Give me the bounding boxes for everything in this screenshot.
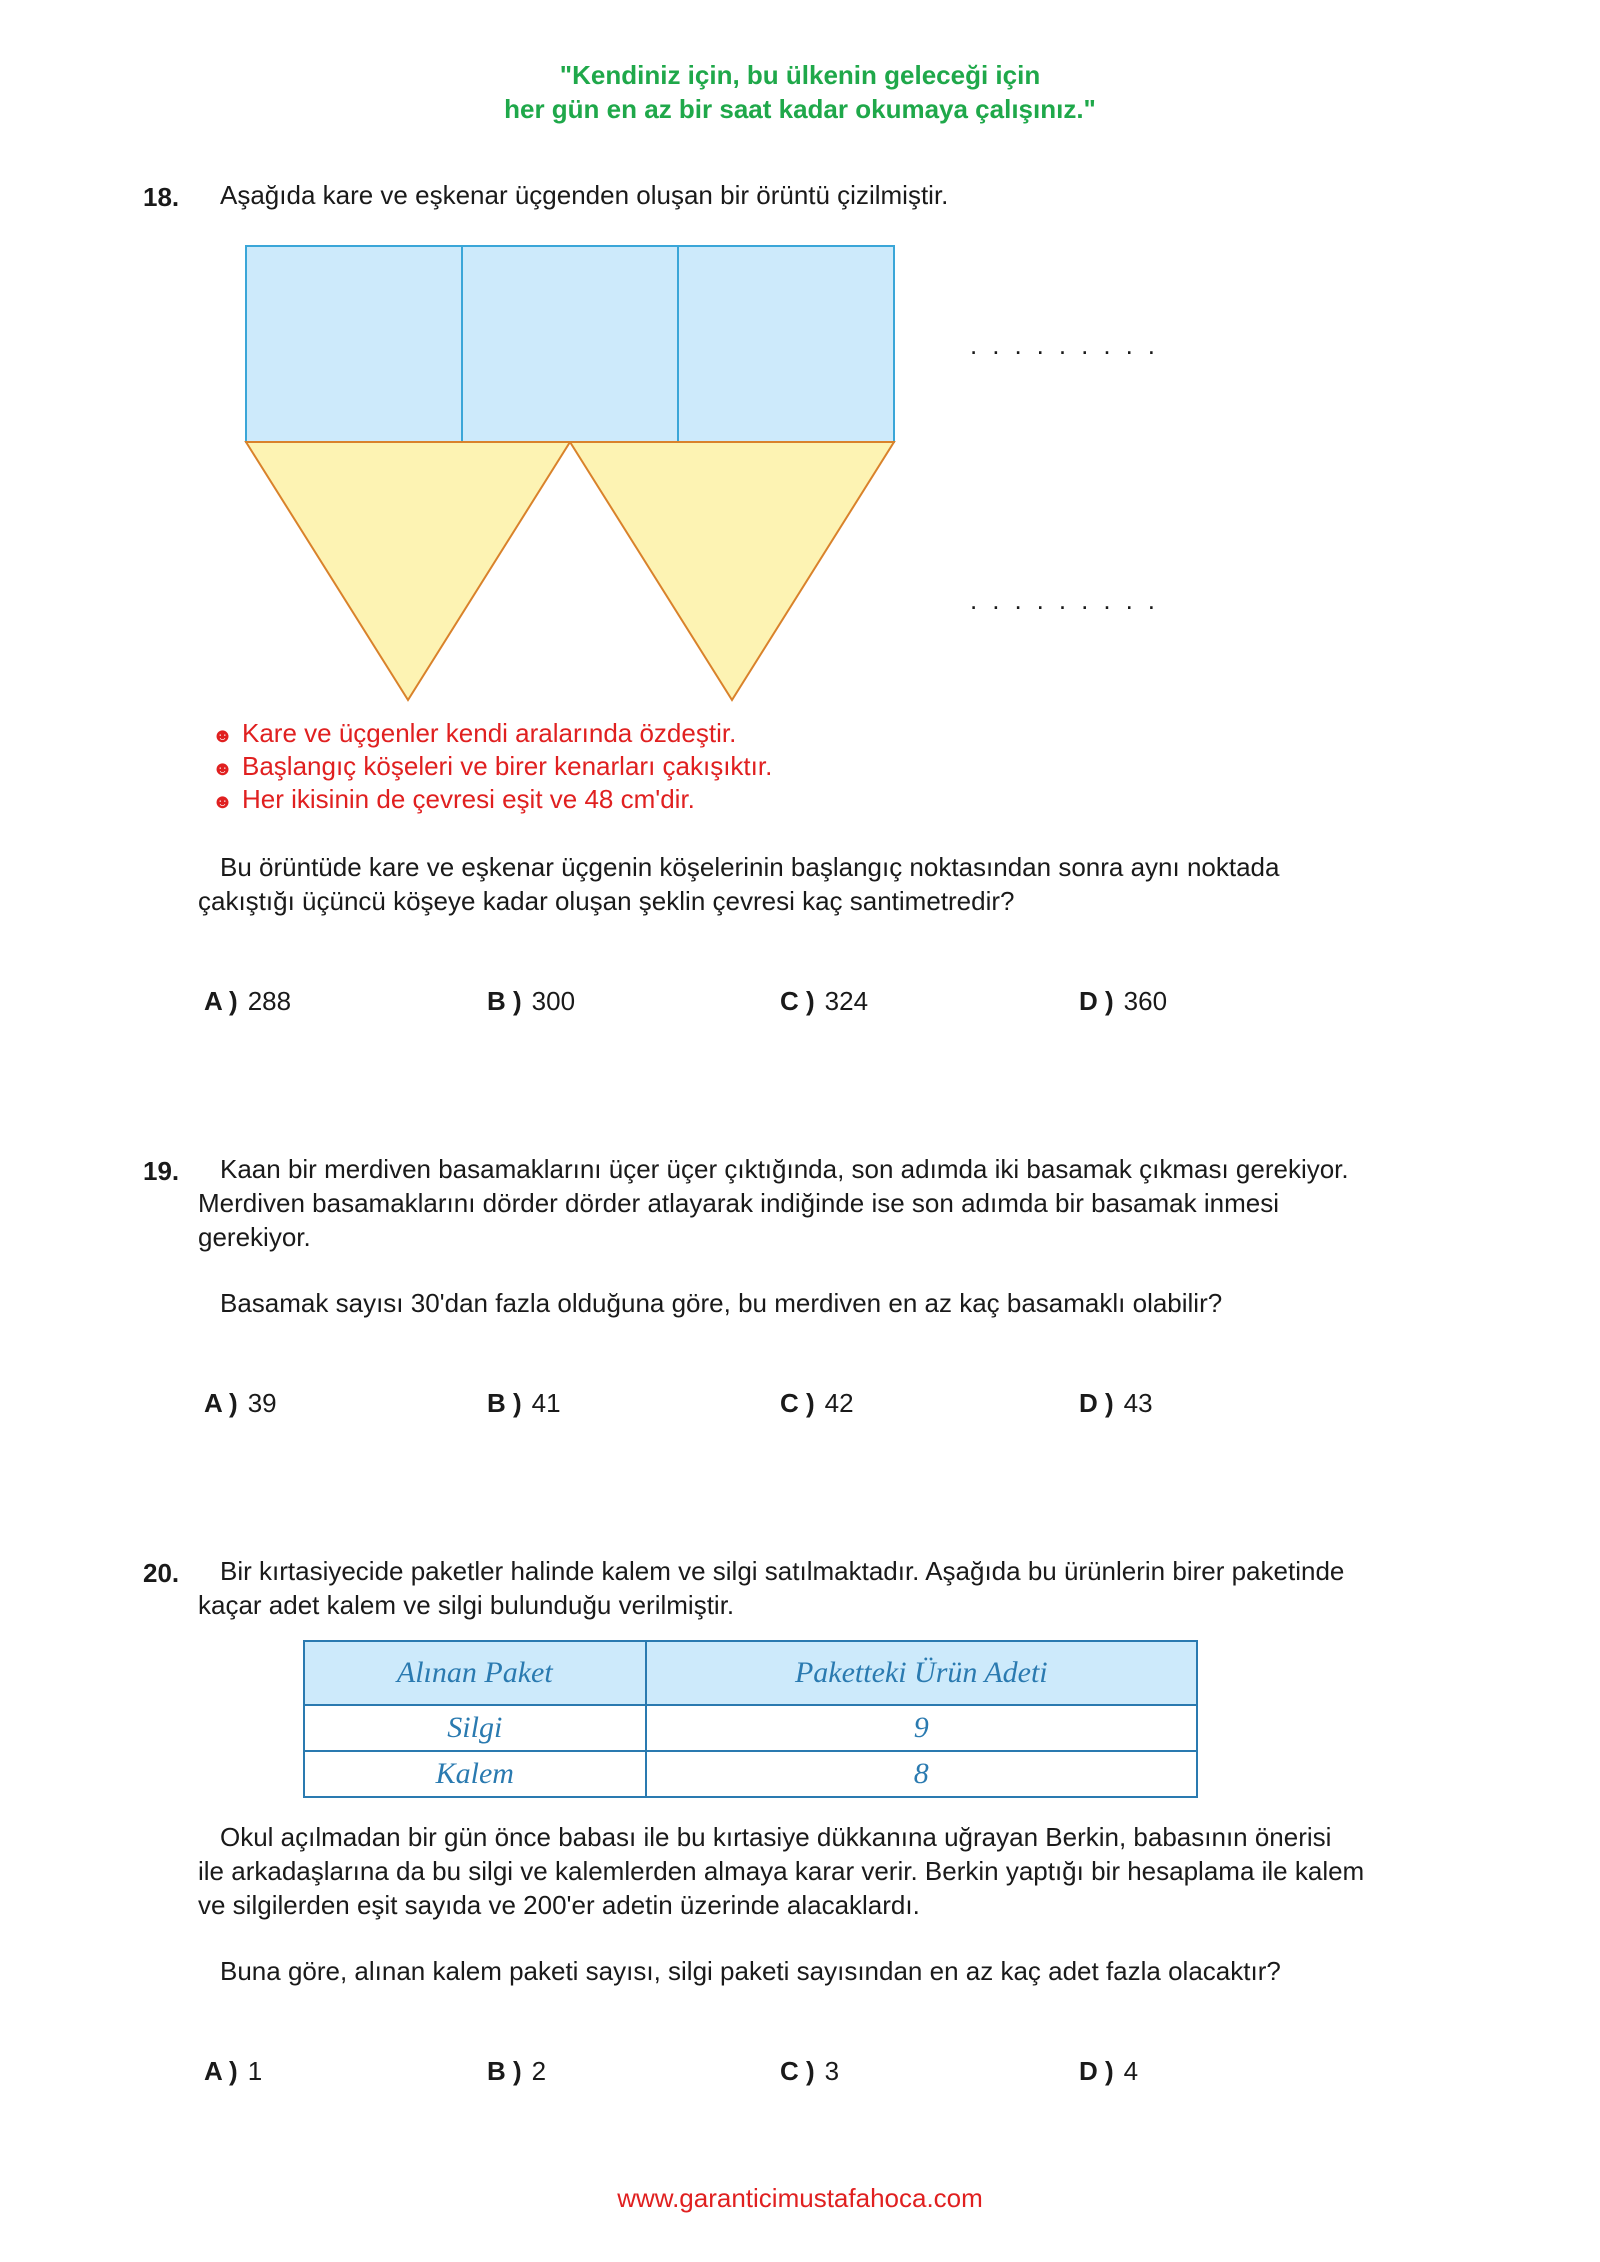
smiley-icon: ☻ [212,791,234,813]
choice-letter: D ) [1079,1388,1114,1418]
bullet-1-text: Kare ve üçgenler kendi aralarında özdeştir. [242,718,737,748]
question-19-question: Basamak sayısı 30'dan fazla olduğuna göre, bu merdiven en az kaç basamaklı olabilir? [220,1288,1223,1318]
choice-value: 300 [531,986,576,1016]
square-3 [678,246,894,442]
choice-value: 41 [531,1388,561,1418]
q18-choice-c[interactable] [780,984,868,1018]
question-18-number: 18. [143,182,180,212]
table-header-cell: Paketteki Ürün Adeti [646,1641,1197,1705]
choice-letter: D ) [1079,986,1114,1016]
q20-choice-c[interactable] [780,2054,839,2088]
question-19-line3: gerekiyor. [198,1222,311,1252]
question-19-line2: Merdiven basamaklarını dörder dörder atlayarak indiğinde ise son adımda bir basamak inmesi [198,1188,1279,1218]
q20-choice-a[interactable] [204,2054,262,2088]
choice-value: 324 [824,986,869,1016]
question-18-intro: Aşağıda kare ve eşkenar üçgenden oluşan bir örüntü çizilmiştir. [220,180,949,210]
bullet-1 [212,716,736,753]
choice-letter: A ) [204,1388,238,1418]
question-18-text-line1: Bu örüntüde kare ve eşkenar üçgenin köşelerinin başlangıç noktasından sonra aynı noktada [220,852,1280,882]
smiley-icon: ☻ [212,758,234,780]
choice-letter: A ) [204,986,238,1016]
header-quote-line2: her gün en az bir saat kadar okumaya çalışınız." [504,94,1096,124]
q18-choice-d[interactable] [1079,984,1167,1018]
choice-value: 2 [531,2056,547,2086]
q20-choice-d[interactable] [1079,2054,1138,2088]
continuation-dots-top: ......... [970,330,1171,360]
table-row [304,1751,1197,1797]
choice-value: 360 [1123,986,1168,1016]
q19-choice-c[interactable] [780,1386,854,1420]
choice-letter: A ) [204,2056,238,2086]
table-header-row [304,1641,1197,1705]
square-1 [246,246,462,442]
choice-letter: C ) [780,986,815,1016]
continuation-dots-bottom: ......... [970,585,1171,615]
pattern-figure [0,0,1600,720]
square-row [246,246,894,442]
question-20-number: 20. [143,1558,180,1588]
q19-choice-b[interactable] [487,1386,561,1420]
choice-value: 43 [1123,1388,1153,1418]
square-2 [462,246,678,442]
question-20-question: Buna göre, alınan kalem paketi sayısı, silgi paketi sayısından en az kaç adet fazla olacaktır? [220,1956,1281,1986]
bullet-3 [212,782,695,819]
question-19-number: 19. [143,1156,180,1186]
q19-choice-a[interactable] [204,1386,277,1420]
product-table [303,1640,1198,1798]
choice-value: 39 [247,1388,277,1418]
bullet-3-text: Her ikisinin de çevresi eşit ve 48 cm'dir. [242,784,695,814]
choice-value: 42 [824,1388,854,1418]
triangle-2 [570,442,894,700]
question-19-line1: Kaan bir merdiven basamaklarını üçer üçer çıktığında, son adımda iki basamak çıkması gerekiyor. [220,1154,1349,1184]
question-20-line1: Bir kırtasiyecide paketler halinde kalem ve silgi satılmaktadır. Aşağıda bu ürünlerin birer paketinde [220,1556,1345,1586]
question-20-paragraph-line2: ile arkadaşlarına da bu silgi ve kalemlerden almaya karar verir. Berkin yaptığı bir hesaplama ile kalem [198,1856,1365,1886]
table-row [304,1705,1197,1751]
q20-choice-b[interactable] [487,2054,546,2088]
bullet-2-text: Başlangıç köşeleri ve birer kenarları çakışıktır. [242,751,773,781]
choice-letter: B ) [487,1388,522,1418]
choice-value: 3 [824,2056,840,2086]
question-20-line2: kaçar adet kalem ve silgi bulunduğu verilmiştir. [198,1590,735,1620]
choice-letter: B ) [487,2056,522,2086]
question-18-text-line2: çakıştığı üçüncü köşeye kadar oluşan şeklin çevresi kaç santimetredir? [198,886,1015,916]
bullet-2 [212,749,772,786]
choice-value: 4 [1123,2056,1139,2086]
q19-choice-d[interactable] [1079,1386,1153,1420]
table-header-cell: Alınan Paket [304,1641,646,1705]
choice-value: 1 [247,2056,263,2086]
smiley-icon: ☻ [212,725,234,747]
table-cell: Silgi [304,1705,646,1751]
header-quote-line1: "Kendiniz için, bu ülkenin geleceği için [559,60,1041,90]
table-cell: 8 [646,1751,1197,1797]
choice-letter: C ) [780,2056,815,2086]
footer-website-link[interactable]: www.garanticimustafahoca.com [617,2183,983,2213]
choice-value: 288 [247,986,292,1016]
q18-choice-a[interactable] [204,984,291,1018]
table-cell: Kalem [304,1751,646,1797]
choice-letter: B ) [487,986,522,1016]
triangle-row [246,442,894,700]
choice-letter: D ) [1079,2056,1114,2086]
triangle-1 [246,442,570,700]
q18-choice-b[interactable] [487,984,575,1018]
question-20-paragraph-line1: Okul açılmadan bir gün önce babası ile bu kırtasiye dükkanına uğrayan Berkin, babasının önerisi [220,1822,1332,1852]
table-cell: 9 [646,1705,1197,1751]
question-20-paragraph-line3: ve silgilerden eşit sayıda ve 200'er adetin üzerinde alacaklardı. [198,1890,920,1920]
choice-letter: C ) [780,1388,815,1418]
